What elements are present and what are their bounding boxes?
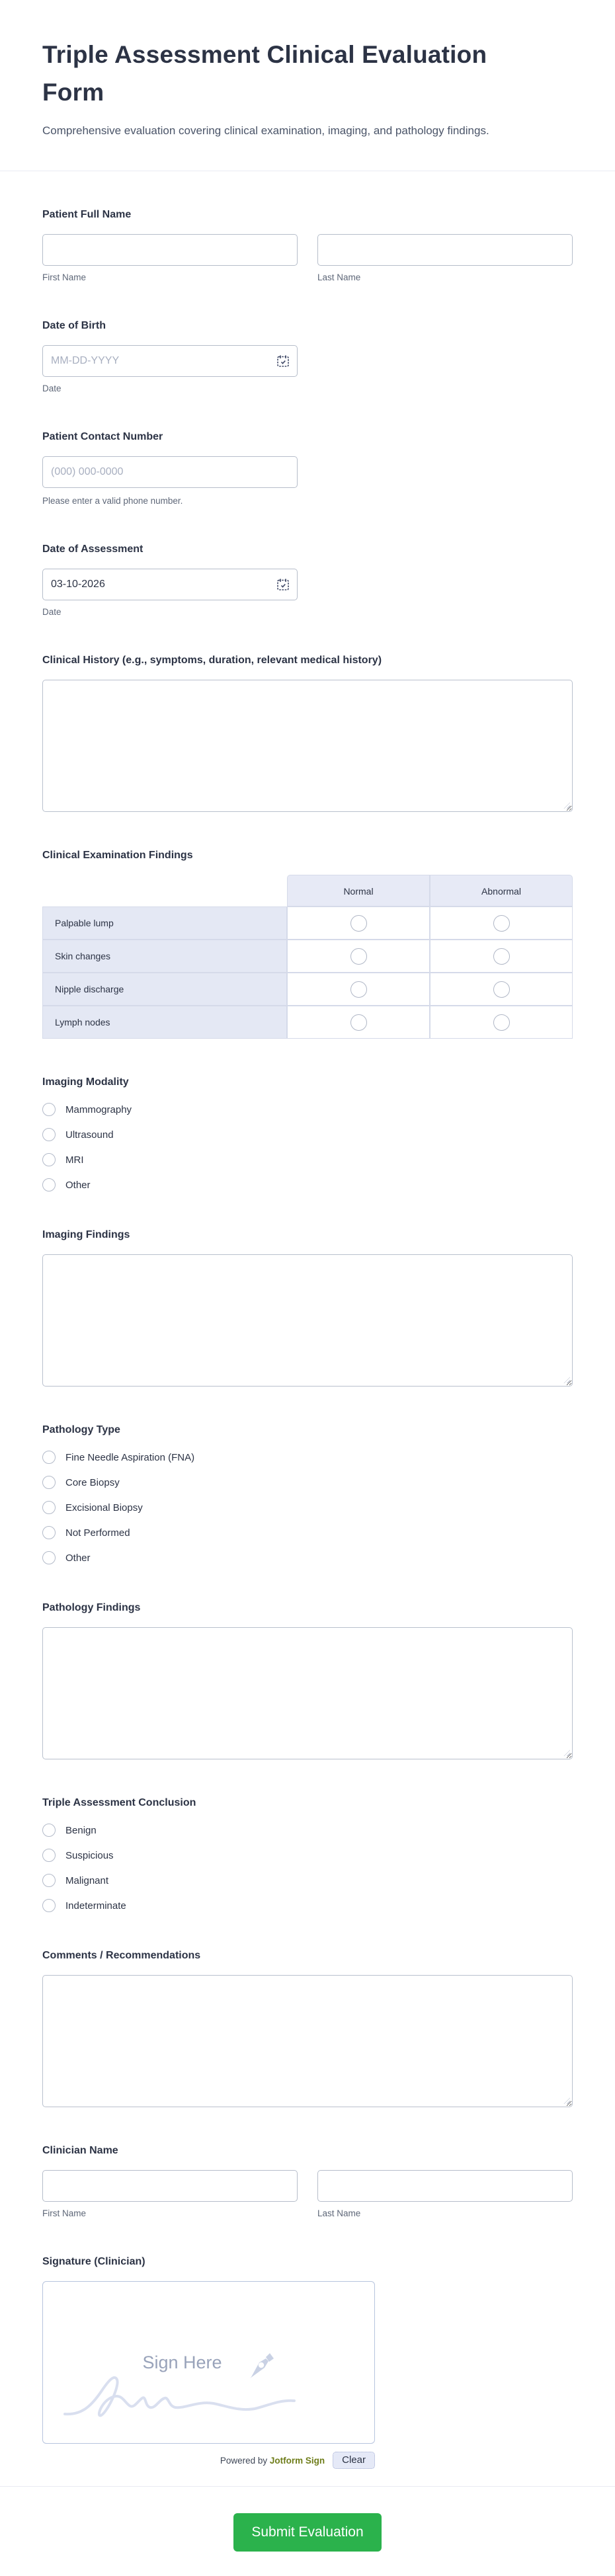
contact-hint: Please enter a valid phone number.	[42, 496, 183, 506]
powered-by-text	[220, 2456, 325, 2466]
question-contact	[42, 431, 573, 506]
submit-area	[0, 2487, 615, 2576]
radio-icon[interactable]	[350, 948, 367, 965]
clinician-last-name-input[interactable]	[317, 2170, 573, 2202]
matrix-row-label: Palpable lump	[42, 906, 287, 940]
question-clinician-name	[42, 2145, 573, 2218]
radio-option-core-biopsy[interactable]	[42, 1476, 573, 1489]
radio-icon[interactable]	[42, 1874, 56, 1887]
patient-last-name-input[interactable]	[317, 234, 573, 266]
clinician-name-label: Clinician Name	[42, 2145, 118, 2157]
pen-nib-icon	[239, 2352, 275, 2387]
form-body	[0, 171, 615, 2469]
option-label: Excisional Biopsy	[65, 1502, 143, 1513]
question-patient-name	[42, 209, 573, 282]
pathology-findings-label: Pathology Findings	[42, 1602, 141, 1614]
matrix-radio-skin-changes-abnormal[interactable]	[430, 940, 573, 973]
signature-clear-button[interactable]: Clear	[333, 2452, 375, 2469]
contact-input[interactable]	[42, 456, 298, 488]
clinician-last-name-sublabel: Last Name	[317, 2208, 361, 2219]
signature-pad[interactable]	[42, 2281, 375, 2444]
question-dob	[42, 320, 573, 393]
question-comments	[42, 1950, 573, 2107]
option-label: Mammography	[65, 1104, 132, 1115]
clinician-first-name-input[interactable]	[42, 2170, 298, 2202]
signature-footer	[42, 2452, 375, 2469]
jotform-sign-brand: Jotform Sign	[269, 2455, 325, 2466]
assessment-date-sublabel: Date	[42, 607, 62, 618]
contact-label: Patient Contact Number	[42, 431, 163, 443]
option-label: Core Biopsy	[65, 1476, 120, 1488]
option-label: Ultrasound	[65, 1129, 114, 1141]
radio-option-benign[interactable]	[42, 1824, 573, 1837]
submit-button[interactable]: Submit Evaluation	[233, 2513, 382, 2552]
patient-first-name-sublabel: First Name	[42, 272, 87, 283]
matrix-radio-palpable-lump-normal[interactable]	[287, 906, 430, 940]
radio-icon[interactable]	[42, 1824, 56, 1837]
patient-first-name-input[interactable]	[42, 234, 298, 266]
matrix-radio-skin-changes-normal[interactable]	[287, 940, 430, 973]
radio-option-fna[interactable]	[42, 1451, 573, 1464]
radio-icon[interactable]	[42, 1128, 56, 1141]
assessment-date-label: Date of Assessment	[42, 543, 144, 555]
signature-label: Signature (Clinician)	[42, 2256, 145, 2268]
radio-option-mammography[interactable]	[42, 1103, 573, 1116]
question-clinical-history	[42, 655, 573, 812]
imaging-findings-label: Imaging Findings	[42, 1229, 130, 1241]
question-pathology-findings	[42, 1602, 573, 1759]
radio-icon[interactable]	[42, 1526, 56, 1539]
radio-icon[interactable]	[42, 1551, 56, 1564]
option-label: Other	[65, 1552, 91, 1564]
radio-option-excisional-biopsy[interactable]	[42, 1501, 573, 1514]
option-label: Fine Needle Aspiration (FNA)	[65, 1451, 195, 1463]
matrix-radio-nipple-discharge-normal[interactable]	[287, 973, 430, 1006]
dob-label: Date of Birth	[42, 320, 106, 332]
radio-option-mri[interactable]	[42, 1153, 573, 1166]
pathology-findings-textarea[interactable]	[42, 1627, 573, 1759]
form-title: Triple Assessment Clinical Evaluation Form	[42, 41, 487, 106]
radio-option-not-performed[interactable]	[42, 1526, 573, 1539]
question-exam-table	[42, 850, 573, 1039]
assessment-date-input[interactable]	[42, 569, 298, 600]
radio-icon[interactable]	[42, 1178, 56, 1191]
calendar-check-icon	[276, 584, 290, 594]
option-label: Malignant	[65, 1874, 109, 1886]
radio-option-indeterminate[interactable]	[42, 1899, 573, 1912]
form-header	[0, 0, 615, 140]
sign-here-text: Sign Here	[142, 2353, 222, 2373]
clinical-history-textarea[interactable]	[42, 680, 573, 812]
radio-icon[interactable]	[42, 1103, 56, 1116]
dob-sublabel: Date	[42, 383, 62, 394]
matrix-row-label: Lymph nodes	[42, 1006, 287, 1039]
radio-option-imaging-other[interactable]	[42, 1178, 573, 1191]
calendar-check-icon	[276, 360, 290, 370]
question-conclusion	[42, 1797, 573, 1912]
form-subtitle: Comprehensive evaluation covering clinical examination, imaging, and pathology findings.	[42, 124, 489, 137]
radio-option-malignant[interactable]	[42, 1874, 573, 1887]
patient-name-label: Patient Full Name	[42, 209, 132, 221]
radio-icon[interactable]	[493, 915, 510, 932]
assessment-date-calendar-button[interactable]	[276, 577, 290, 592]
matrix-row-label: Nipple discharge	[42, 973, 287, 1006]
radio-icon[interactable]	[350, 915, 367, 932]
question-signature	[42, 2256, 573, 2469]
matrix-row-label: Skin changes	[42, 940, 287, 973]
matrix-radio-lymph-nodes-abnormal[interactable]	[430, 1006, 573, 1039]
matrix-radio-nipple-discharge-abnormal[interactable]	[430, 973, 573, 1006]
imaging-findings-textarea[interactable]	[42, 1254, 573, 1387]
conclusion-label: Triple Assessment Conclusion	[42, 1797, 196, 1809]
option-label: Suspicious	[65, 1849, 114, 1861]
radio-icon[interactable]	[493, 948, 510, 965]
comments-textarea[interactable]	[42, 1975, 573, 2107]
radio-icon[interactable]	[42, 1501, 56, 1514]
patient-last-name-sublabel: Last Name	[317, 272, 361, 283]
question-assessment-date	[42, 543, 573, 617]
radio-option-suspicious[interactable]	[42, 1849, 573, 1862]
matrix-radio-palpable-lump-abnormal[interactable]	[430, 906, 573, 940]
matrix-column-header-normal: Normal	[287, 875, 430, 906]
option-label: Benign	[65, 1824, 97, 1836]
matrix-column-header-abnormal: Abnormal	[430, 875, 573, 906]
matrix-corner-cell	[42, 875, 287, 906]
question-pathology-type	[42, 1424, 573, 1564]
exam-table-label: Clinical Examination Findings	[42, 850, 193, 862]
comments-label: Comments / Recommendations	[42, 1950, 201, 1962]
clinical-history-label: Clinical History (e.g., symptoms, duration, relevant medical history)	[42, 655, 382, 666]
radio-icon[interactable]	[42, 1451, 56, 1464]
option-label: Not Performed	[65, 1527, 130, 1539]
dob-input[interactable]	[42, 345, 298, 377]
dob-calendar-button[interactable]	[276, 354, 290, 368]
radio-icon[interactable]	[42, 1476, 56, 1489]
radio-icon[interactable]	[42, 1849, 56, 1862]
radio-icon[interactable]	[350, 1014, 367, 1031]
radio-option-pathology-other[interactable]	[42, 1551, 573, 1564]
radio-option-ultrasound[interactable]	[42, 1128, 573, 1141]
pathology-type-label: Pathology Type	[42, 1424, 120, 1436]
question-imaging-findings	[42, 1229, 573, 1387]
option-label: MRI	[65, 1154, 84, 1166]
radio-icon[interactable]	[493, 1014, 510, 1031]
clinician-first-name-sublabel: First Name	[42, 2208, 87, 2219]
imaging-modality-label: Imaging Modality	[42, 1076, 129, 1088]
radio-icon[interactable]	[350, 981, 367, 998]
question-imaging-modality	[42, 1076, 573, 1191]
option-label: Indeterminate	[65, 1900, 126, 1912]
powered-by-label: Powered by	[220, 2455, 268, 2466]
matrix-radio-lymph-nodes-normal[interactable]	[287, 1006, 430, 1039]
exam-matrix-table	[42, 875, 573, 1039]
option-label: Other	[65, 1179, 91, 1191]
radio-icon[interactable]	[42, 1899, 56, 1912]
radio-icon[interactable]	[493, 981, 510, 998]
radio-icon[interactable]	[42, 1153, 56, 1166]
